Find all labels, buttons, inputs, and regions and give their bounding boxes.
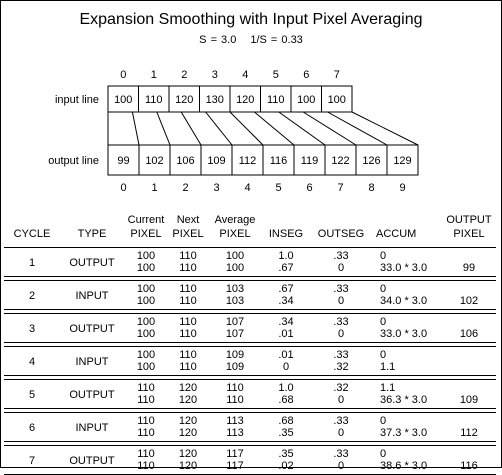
- output-pixel-value: 102: [145, 155, 164, 167]
- cell-next: 120: [178, 394, 198, 406]
- cycle-group: [4, 248, 496, 277]
- table-row: [4, 347, 496, 362]
- cell-accum: 34.0 * 3.0: [380, 295, 428, 307]
- cell-outseg: .33: [333, 283, 349, 295]
- table-row: [4, 314, 496, 329]
- output-pixel-value: 112: [238, 155, 257, 167]
- cell-output: [442, 281, 496, 296]
- mapping-line: [206, 112, 232, 145]
- input-pixel-value: 110: [144, 94, 163, 106]
- cell-outseg: .33: [333, 250, 349, 262]
- inverse-scale-factor: 1/S = 0.33: [250, 34, 303, 46]
- cell-current: 110: [137, 382, 155, 394]
- cell-output: [442, 380, 496, 395]
- cycle-type: INPUT: [75, 356, 109, 368]
- cycle-type: OUTPUT: [69, 257, 115, 269]
- cycle-group: [4, 413, 496, 442]
- cell-outseg: .32: [333, 382, 349, 394]
- output-line-label: output line: [48, 155, 99, 167]
- output-pixel-value: 109: [207, 155, 226, 167]
- input-pixel-value: 120: [236, 94, 255, 106]
- cell-outseg: .32: [333, 361, 349, 373]
- cycle-group: [4, 380, 496, 409]
- header-average-pixel: Average PIXEL: [214, 214, 256, 240]
- input-index-label: 2: [181, 69, 188, 81]
- cell-average: 110: [226, 382, 244, 394]
- cycle-number: 5: [28, 389, 36, 401]
- cell-inseg: .67: [278, 283, 294, 295]
- cell-next: 110: [179, 295, 197, 307]
- cell-accum: 1.1: [380, 382, 396, 394]
- cell-next: 110: [179, 262, 197, 274]
- cell-accum: 0: [380, 448, 387, 460]
- output-index-label: 7: [337, 182, 344, 194]
- cell-current: 100: [136, 349, 156, 361]
- mapping-line: [254, 112, 294, 145]
- header-next-pixel: Next PIXEL: [172, 214, 204, 240]
- cell-outseg: 0: [337, 460, 345, 472]
- cell-next: 120: [178, 415, 198, 427]
- input-index-label: 7: [333, 69, 340, 81]
- output-index-label: 9: [399, 182, 406, 194]
- cell-accum: 0: [380, 283, 387, 295]
- mapping-line: [181, 112, 201, 145]
- cycle-number: 7: [28, 455, 36, 467]
- cycle-type: OUTPUT: [69, 455, 115, 467]
- mapping-line: [303, 112, 356, 145]
- cell-current: 100: [136, 328, 156, 340]
- table-row: [4, 248, 496, 263]
- cell-accum: 0: [380, 415, 387, 427]
- cell-inseg: .67: [278, 262, 294, 274]
- cell-output: 106: [459, 328, 479, 340]
- cycle-number: 6: [28, 422, 36, 434]
- cell-next: 110: [179, 328, 197, 340]
- cell-next: 120: [178, 448, 198, 460]
- cell-average: 103: [225, 283, 245, 295]
- cell-output: [442, 446, 496, 461]
- cell-average: 107: [225, 316, 245, 328]
- cell-output: [442, 347, 496, 362]
- mapping-line: [132, 112, 139, 145]
- cell-output: 112: [460, 427, 478, 439]
- header-accum: ACCUM: [376, 228, 417, 240]
- cell-outseg: .33: [333, 316, 349, 328]
- cell-accum: 0: [380, 349, 387, 361]
- cell-outseg: .33: [333, 415, 349, 427]
- cell-current: 110: [137, 448, 155, 460]
- cell-inseg: .35: [278, 448, 294, 460]
- cell-next: 120: [178, 460, 198, 472]
- mapping-line: [230, 112, 263, 145]
- cell-output: [442, 413, 496, 428]
- table-row: [4, 413, 496, 428]
- table-header-row: [4, 213, 496, 244]
- cycle-number: 3: [28, 323, 36, 335]
- input-index-label: 1: [150, 69, 157, 81]
- cell-inseg: 0: [282, 361, 290, 373]
- cell-average: 109: [225, 349, 245, 361]
- cell-accum: 38.6 * 3.0: [380, 460, 428, 472]
- cell-average: 109: [225, 361, 245, 373]
- cell-inseg: .02: [278, 460, 294, 472]
- input-pixel-value: 100: [327, 94, 346, 106]
- cell-current: 100: [136, 316, 156, 328]
- cell-output: 99: [462, 262, 476, 274]
- cell-accum: 37.3 * 3.0: [380, 427, 428, 439]
- cycle-table: [4, 213, 496, 475]
- cell-inseg: .34: [278, 316, 294, 328]
- cell-accum: 0: [380, 316, 387, 328]
- cell-output: 109: [459, 394, 479, 406]
- output-pixel-value: 116: [269, 155, 288, 167]
- cell-average: 113: [226, 415, 244, 427]
- cell-average: 107: [225, 328, 245, 340]
- cell-average: 110: [226, 394, 244, 406]
- cell-next: 110: [179, 361, 197, 373]
- cell-next: 120: [178, 382, 198, 394]
- cell-next: 110: [179, 316, 197, 328]
- input-pixel-value: 120: [175, 94, 194, 106]
- table-row: [4, 446, 496, 461]
- expansion-diagram: [0, 0, 502, 205]
- cell-next: 120: [178, 427, 198, 439]
- cycle-number: 4: [28, 356, 36, 368]
- input-index-label: 6: [303, 69, 310, 81]
- table-row: [4, 380, 496, 395]
- output-pixel-value: 119: [300, 155, 319, 167]
- cell-inseg: 1.0: [278, 250, 294, 262]
- cell-inseg: .34: [278, 295, 294, 307]
- cell-accum: 33.0 * 3.0: [380, 262, 428, 274]
- cycle-number: 1: [28, 257, 36, 269]
- cell-outseg: .33: [333, 448, 349, 460]
- input-pixel-value: 100: [114, 94, 133, 106]
- cell-outseg: 0: [337, 262, 345, 274]
- cell-average: 100: [225, 250, 245, 262]
- mapping-line: [279, 112, 325, 145]
- output-index-label: 6: [306, 182, 313, 194]
- cell-outseg: 0: [337, 295, 345, 307]
- output-pixel-value: 129: [393, 155, 412, 167]
- cell-average: 103: [225, 295, 245, 307]
- cell-accum: 0: [380, 250, 387, 262]
- cell-current: 100: [136, 262, 156, 274]
- header-output-pixel: OUTPUT PIXEL: [446, 214, 492, 240]
- cycle-number: 2: [28, 290, 36, 302]
- table-row: [4, 281, 496, 296]
- header-current-pixel: Current PIXEL: [127, 214, 165, 240]
- cell-current: 110: [137, 427, 155, 439]
- cell-output: 116: [460, 460, 478, 472]
- output-index-label: 5: [275, 182, 282, 194]
- cell-accum: 36.3 * 3.0: [380, 394, 428, 406]
- cell-accum: 1.1: [380, 361, 396, 373]
- output-index-label: 2: [182, 182, 189, 194]
- cell-inseg: .35: [278, 427, 294, 439]
- output-index-label: 8: [368, 182, 375, 194]
- cell-outseg: 0: [337, 427, 345, 439]
- output-index-label: 4: [244, 182, 251, 194]
- cell-outseg: 0: [337, 394, 345, 406]
- cell-output: 102: [459, 295, 479, 307]
- cell-current: 100: [136, 283, 156, 295]
- input-index-label: 4: [242, 69, 249, 81]
- cell-next: 110: [179, 250, 197, 262]
- cell-inseg: .68: [278, 394, 294, 406]
- cell-output: [442, 361, 496, 376]
- cell-current: 100: [136, 295, 156, 307]
- input-pixel-value: 100: [297, 94, 316, 106]
- cycle-type: OUTPUT: [69, 323, 115, 335]
- header-outseg: OUTSEG: [317, 228, 365, 240]
- input-index-label: 0: [120, 69, 127, 81]
- cell-inseg: .01: [278, 349, 294, 361]
- output-pixel-value: 99: [117, 155, 130, 167]
- output-pixel-value: 122: [331, 155, 350, 167]
- input-pixel-value: 110: [266, 94, 285, 106]
- header-cycle: CYCLE: [13, 228, 51, 240]
- cell-inseg: .68: [278, 415, 294, 427]
- output-index-label: 3: [213, 182, 220, 194]
- cell-current: 100: [136, 250, 156, 262]
- output-index-label: 1: [151, 182, 158, 194]
- cell-next: 110: [179, 283, 197, 295]
- scale-factor: S = 3.0: [199, 34, 237, 46]
- cell-outseg: .33: [333, 349, 349, 361]
- input-index-label: 3: [211, 69, 218, 81]
- output-index-label: 0: [120, 182, 127, 194]
- cycle-type: OUTPUT: [69, 389, 115, 401]
- input-index-label: 5: [272, 69, 279, 81]
- cell-outseg: 0: [337, 328, 345, 340]
- output-pixel-value: 126: [362, 155, 381, 167]
- cell-current: 110: [137, 415, 155, 427]
- cell-average: 113: [226, 427, 244, 439]
- cycle-type: INPUT: [75, 290, 109, 302]
- header-type: TYPE: [77, 228, 107, 240]
- cycle-group: [4, 314, 496, 343]
- cell-accum: 33.0 * 3.0: [380, 328, 428, 340]
- cell-inseg: .01: [278, 328, 294, 340]
- output-pixel-value: 106: [176, 155, 195, 167]
- cell-output: [442, 248, 496, 263]
- cell-average: 117: [226, 460, 244, 472]
- cell-current: 110: [137, 460, 155, 472]
- cell-average: 100: [225, 262, 245, 274]
- figure-title: Expansion Smoothing with Input Pixel Averaging: [79, 11, 423, 28]
- cell-average: 117: [226, 448, 244, 460]
- cell-output: [442, 314, 496, 329]
- cycle-group: [4, 446, 496, 475]
- mapping-line: [157, 112, 170, 145]
- mapping-line: [328, 112, 387, 145]
- input-pixel-value: 130: [205, 94, 224, 106]
- input-line-label: input line: [54, 94, 99, 106]
- mapping-line: [352, 112, 418, 145]
- cycle-group: [4, 347, 496, 376]
- cell-current: 110: [137, 394, 155, 406]
- cycle-group: [4, 281, 496, 310]
- cell-next: 110: [179, 349, 197, 361]
- header-inseg: INSEG: [268, 228, 304, 240]
- cell-current: 100: [136, 361, 156, 373]
- cell-inseg: 1.0: [278, 382, 294, 394]
- cycle-type: INPUT: [75, 422, 109, 434]
